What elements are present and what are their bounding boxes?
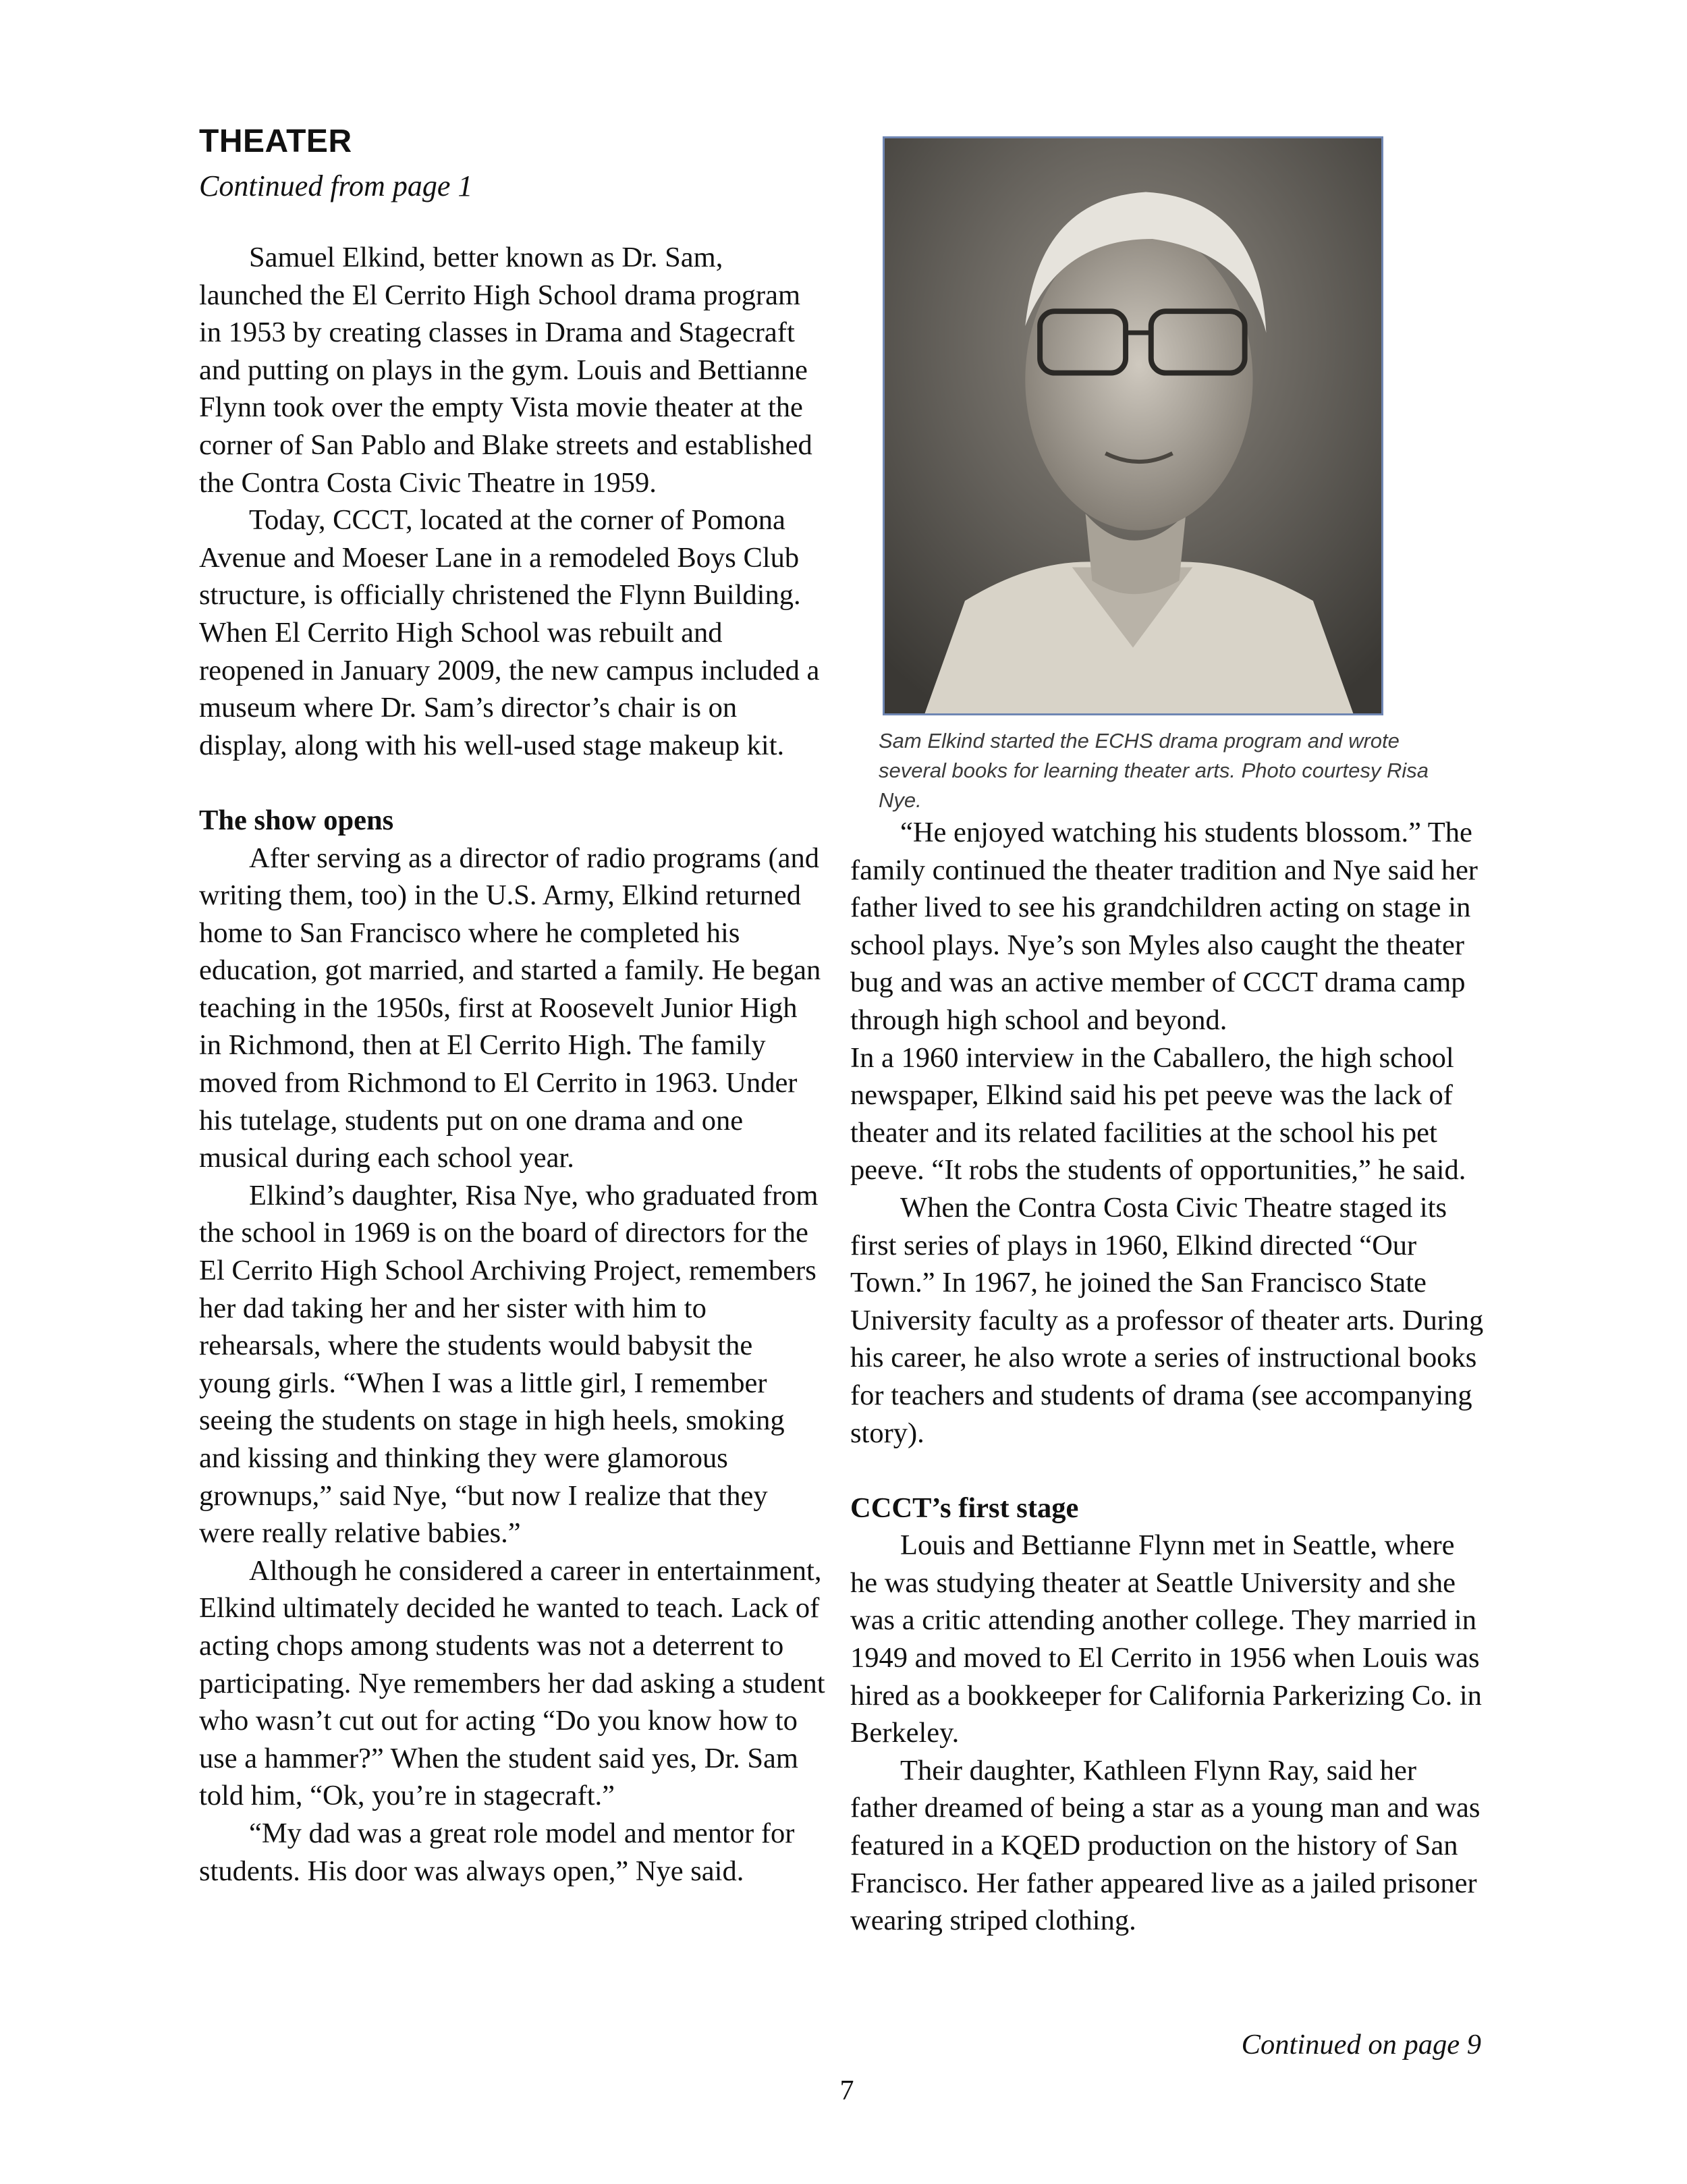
subheading-show-opens: The show opens: [199, 804, 394, 836]
photo-caption: Sam Elkind started the ECHS drama program and wrote several books for learning theater arts. Photo courtesy Risa Nye.: [879, 729, 1429, 812]
paragraph: After serving as a director of radio programs (and writing them, too) in the U.S. Army, Elkind returned home to San Francisco where he completed his education, got married, and started a family. He began teaching in the 1950s, first at Roosevelt Junior High in Richmond, then at El Cerrito High. The family moved from Richmond to El Cerrito in 1963. Under his tutelage, students put on one drama and one musical during each school year.: [199, 842, 821, 1174]
continued-on-line: Continued on page 9: [1241, 2029, 1481, 2060]
paragraph: Although he considered a career in entertainment, Elkind ultimately decided he wanted to teach. Lack of acting chops among students was not a deterrent to participating. Nye remembers her dad asking a student who wasn’t cut out for acting “Do you know how to use a hammer?” When the student said yes, Dr. Sam told him, “Ok, you’re in stagecraft.”: [199, 1554, 825, 1812]
page-number: 7: [839, 2075, 854, 2106]
paragraph: In a 1960 interview in the Caballero, the high school newspaper, Elkind said his pet peeve was the lack of theater and its related facilities at the school his pet peeve. “It robs the students of opportunities,” he said.: [850, 1041, 1466, 1186]
paragraph: “He enjoyed watching his students blossom.” The family continued the theater tradition and Nye said her father lived to see his grandchildren acting on stage in school plays. Nye’s son Myles also caught the theater bug and was an active member of CCCT drama camp through high school and beyond.: [850, 817, 1478, 1036]
portrait-photo: [883, 136, 1383, 715]
paragraph: Today, CCCT, located at the corner of Pomona Avenue and Moeser Lane in a remodeled Boys Club structure, is officially christened the Flynn Building. When El Cerrito High School was rebuilt and reopened in January 2009, the new campus included a museum where Dr. Sam’s director’s chair is on display, along with his well-used stage makeup kit.: [199, 504, 820, 761]
paragraph: Samuel Elkind, better known as Dr. Sam, launched the El Cerrito High School drama program in 1953 by creating classes in Drama and Stagecraft and putting on plays in the gym. Louis and Bettianne Flynn took over the empty Vista movie theater at the corner of San Pablo and Blake streets and established the Contra Costa Civic Theatre in 1959.: [199, 242, 812, 499]
paragraph: When the Contra Costa Civic Theatre staged its first series of plays in 1960, Elkind directed “Our Town.” In 1967, he joined the San Francisco State University faculty as a professor of theater arts. During his career, he also wrote a series of instructional books for teachers and students of drama (see accompanying story).: [850, 1191, 1484, 1449]
right-column: [850, 814, 1488, 1940]
paragraph: Louis and Bettianne Flynn met in Seattle, where he was studying theater at Seattle University and she was a critic attending another college. They married in 1949 and moved to El Cerrito in 1956 when Louis was hired as a bookkeeper for California Parkerizing Co. in Berkeley.: [850, 1529, 1482, 1749]
paragraph: Elkind’s daughter, Risa Nye, who graduated from the school in 1969 is on the board of directors for the El Cerrito High School Archiving Project, remembers her dad taking her and her sister with him to rehearsals, where the students would babysit the young girls. “When I was a little girl, I remember seeing the students on stage in high heels, smoking and kissing and thinking they were glamorous grownups,” said Nye, “but now I realize that they were really relative babies.”: [199, 1179, 819, 1550]
continued-from-line: Continued from page 1: [199, 169, 473, 202]
spacer: [850, 1452, 1488, 1490]
spacer: [199, 764, 827, 802]
section-title: THEATER: [199, 124, 352, 159]
paragraph: “My dad was a great role model and mentor for students. His door was always open,” Nye said.: [199, 1817, 795, 1887]
paragraph: Their daughter, Kathleen Flynn Ray, said her father dreamed of being a star as a young man and was featured in a KQED production on the history of San Francisco. Her father appeared live as a jailed prisoner wearing striped clothing.: [850, 1754, 1481, 1937]
portrait-image: [885, 138, 1381, 713]
left-column: [199, 239, 827, 1890]
subheading-ccct-first-stage: CCCT’s first stage: [850, 1492, 1079, 1524]
